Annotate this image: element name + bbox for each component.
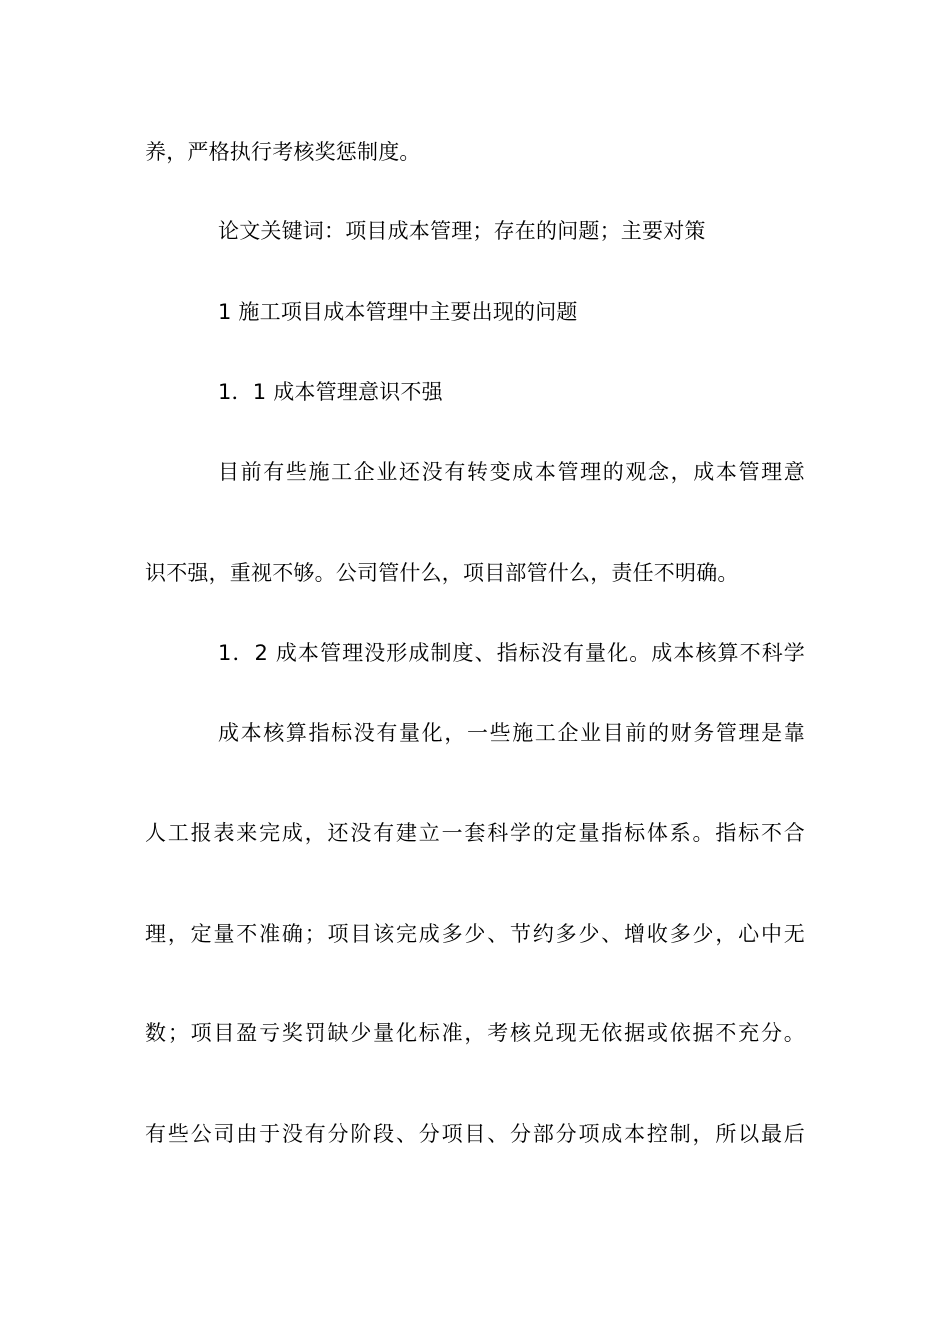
keywords-line: 论文关键词：项目成本管理；存在的问题；主要对策 [218,219,706,243]
paragraph-line: 理，定量不准确；项目该完成多少、节约多少、增收多少，心中无 [145,922,805,946]
paragraph-line: 人工报表来完成，还没有建立一套科学的定量指标体系。指标不合 [145,821,805,845]
paragraph-line: 成本核算指标没有量化，一些施工企业目前的财务管理是靠 [218,721,805,745]
paragraph-line: 目前有些施工企业还没有转变成本管理的观念，成本管理意 [218,460,805,484]
subsection-heading: 1．1 成本管理意识不强 [218,380,443,404]
section-heading: 1 施工项目成本管理中主要出现的问题 [218,300,578,324]
paragraph-line: 养，严格执行考核奖惩制度。 [145,140,421,164]
paragraph-line: 有些公司由于没有分阶段、分项目、分部分项成本控制，所以最后 [145,1122,805,1146]
paragraph-line: 数；项目盈亏奖罚缺少量化标准，考核兑现无依据或依据不充分。 [145,1021,805,1045]
subsection-heading: 1．2 成本管理没形成制度、指标没有量化。成本核算不科学 [218,641,805,665]
paragraph-line: 识不强，重视不够。公司管什么，项目部管什么，责任不明确。 [145,561,739,585]
